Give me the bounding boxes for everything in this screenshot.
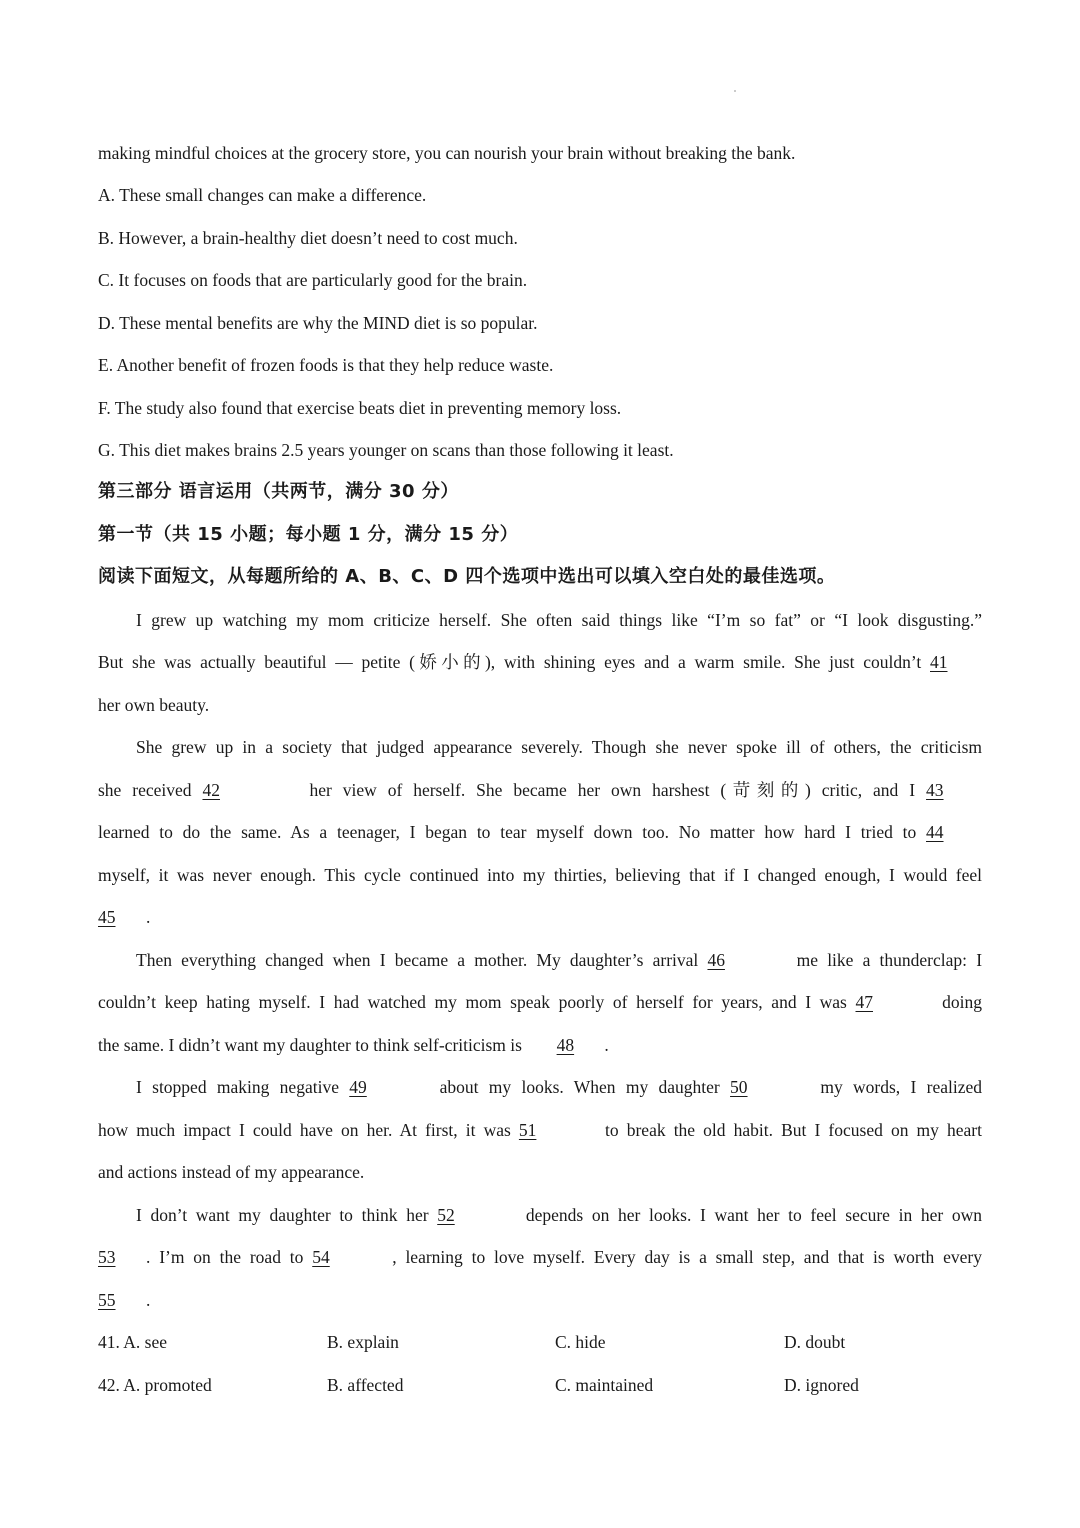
- blank-44[interactable]: 44: [926, 822, 944, 842]
- passage-line: I stopped making negative 49 about my looks. When my daughter 50 my words, I realized: [136, 1077, 982, 1097]
- speck: [734, 90, 736, 92]
- option-e: E. Another benefit of frozen foods is that they help reduce waste.: [98, 355, 554, 375]
- blank-48[interactable]: 48: [556, 1035, 575, 1055]
- option-g: G. This diet makes brains 2.5 years younger on scans than those following it least.: [98, 440, 674, 460]
- passage-line: couldn’t keep hating myself. I had watched my mom speak poorly of herself for years, and I was 47 doing: [98, 992, 982, 1012]
- blank-41[interactable]: 41: [930, 652, 948, 672]
- question-41-option-b[interactable]: B. explain: [327, 1332, 399, 1352]
- passage-line: But she was actually beautiful — petite (娇小的), with shining eyes and a warm smile. She just couldn’t 41: [98, 651, 982, 674]
- passage-line: Then everything changed when I became a mother. My daughter’s arrival 46 me like a thunderclap: I: [136, 950, 983, 970]
- passage-line: 53 . I’m on the road to 54 , learning to love myself. Every day is a small step, and that is worth every: [98, 1247, 982, 1267]
- question-41-option-c[interactable]: C. hide: [555, 1332, 606, 1352]
- blank-55[interactable]: 55: [98, 1290, 116, 1310]
- instruction: 阅读下面短文，从每题所给的 A、B、C、D 四个选项中选出可以填入空白处的最佳选项。: [98, 566, 836, 587]
- passage-line: She grew up in a society that judged appearance severely. Though she never spoke ill of others, the criticism: [136, 737, 982, 757]
- blank-43[interactable]: 43: [926, 780, 944, 800]
- question-41-option-d[interactable]: D. doubt: [784, 1332, 846, 1352]
- blank-45[interactable]: 45: [98, 907, 116, 927]
- passage-line: 45 .: [98, 907, 151, 927]
- passage-line: her own beauty.: [98, 695, 210, 715]
- passage-line: and actions instead of my appearance.: [98, 1162, 365, 1182]
- option-a: A. These small changes can make a difference.: [98, 185, 427, 205]
- blank-53[interactable]: 53: [98, 1247, 116, 1267]
- passage-line: she received 42 her view of herself. She became her own harshest (苛刻的) critic, and I 43: [98, 779, 982, 802]
- option-c: C. It focuses on foods that are particularly good for the brain.: [98, 270, 528, 290]
- passage-line: 55 .: [98, 1290, 151, 1310]
- question-41-option-a[interactable]: 41. A. see: [98, 1332, 168, 1352]
- question-42-option-b[interactable]: B. affected: [327, 1375, 404, 1395]
- option-d: D. These mental benefits are why the MIND diet is so popular.: [98, 313, 538, 333]
- blank-47[interactable]: 47: [855, 992, 873, 1012]
- question-42-option-c[interactable]: C. maintained: [555, 1375, 654, 1395]
- section-heading: 第三部分 语言运用（共两节，满分 30 分）: [98, 481, 459, 502]
- passage-line: I don’t want my daughter to think her 52 depends on her looks. I want her to feel secure in her own: [136, 1205, 982, 1225]
- passage-line: the same. I didn’t want my daughter to think self-criticism is 48 .: [98, 1035, 609, 1055]
- blank-50[interactable]: 50: [730, 1077, 748, 1097]
- question-42-option-a[interactable]: 42. A. promoted: [98, 1375, 212, 1395]
- option-f: F. The study also found that exercise beats diet in preventing memory loss.: [98, 398, 622, 418]
- subsection-heading: 第一节（共 15 小题；每小题 1 分，满分 15 分）: [98, 524, 519, 545]
- option-b: B. However, a brain-healthy diet doesn’t need to cost much.: [98, 228, 518, 248]
- passage-line: learned to do the same. As a teenager, I began to tear myself down too. No matter how hard I tried to 44: [98, 821, 982, 843]
- passage-line: how much impact I could have on her. At first, it was 51 to break the old habit. But I focused on my heart: [98, 1120, 982, 1140]
- blank-54[interactable]: 54: [312, 1247, 330, 1267]
- blank-51[interactable]: 51: [518, 1120, 537, 1140]
- blank-46[interactable]: 46: [707, 950, 725, 970]
- intro-line: making mindful choices at the grocery store, you can nourish your brain without breaking the bank.: [98, 143, 796, 163]
- passage-line: I grew up watching my mom criticize herself. She often said things like “I’m so fat” or “I look disgusting.”: [136, 610, 982, 630]
- question-42-option-d[interactable]: D. ignored: [784, 1375, 859, 1395]
- passage-line: myself, it was never enough. This cycle continued into my thirties, believing that if I changed enough, I would feel: [98, 865, 982, 885]
- blank-52[interactable]: 52: [437, 1205, 455, 1225]
- blank-42[interactable]: 42: [202, 780, 220, 800]
- blank-49[interactable]: 49: [349, 1077, 367, 1097]
